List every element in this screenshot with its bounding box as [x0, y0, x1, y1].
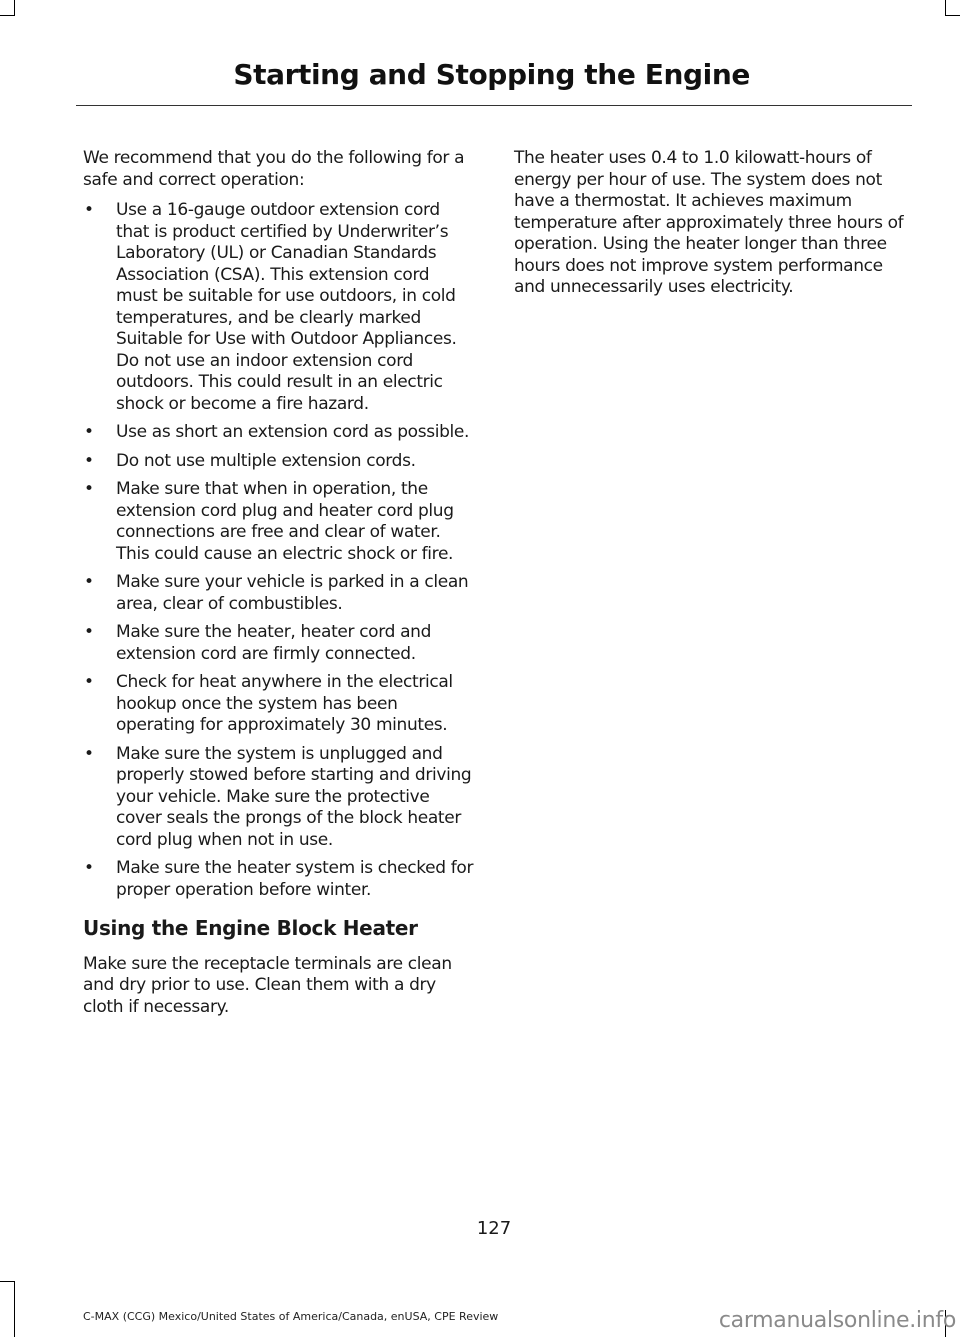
- bullet-icon: •: [84, 858, 94, 878]
- list-item-text: Make sure the heater system is checked for proper operation before winter.: [116, 858, 474, 900]
- section-paragraph: Make sure the receptacle terminals are clean and dry prior to use. Clean them with a dry cloth if necessary.: [83, 953, 452, 1017]
- crop-mark-top-left-vertical: [14, 0, 15, 16]
- crop-mark-bottom-left-vertical: [14, 1281, 15, 1337]
- page-title: Starting and Stopping the Engine: [233, 58, 750, 91]
- crop-mark-top-left-horizontal: [0, 15, 15, 16]
- crop-mark-top-right-horizontal: [945, 15, 960, 16]
- list-item-text: Check for heat anywhere in the electrical hookup once the system has been operating for approximately 30 minutes.: [116, 672, 453, 735]
- watermark: carmanualsonline.info: [718, 1308, 956, 1333]
- bullet-icon: •: [84, 743, 94, 764]
- list-item: [83, 744, 475, 852]
- list-item: [83, 200, 475, 415]
- list-item-text: Use a 16-gauge outdoor extension cord that is product certified by Underwriter’s Laboratory (UL) or Canadian Standards Association (CSA). This extension cord must be suitable for use outdoors, in cold temperatures, and be clearly marked Suitable for Use with Outdoor Appliances. Do not use an indoor extension cord outdoors. This could result in an electric shock or become a fire hazard.: [116, 200, 457, 414]
- list-item: [83, 451, 475, 473]
- bullet-icon: •: [84, 422, 94, 442]
- intro-paragraph: We recommend that you do the following for a safe and correct operation:: [83, 148, 465, 190]
- section-heading: Using the Engine Block Heater: [83, 916, 418, 940]
- list-item: [83, 672, 475, 737]
- heater-energy-paragraph: The heater uses 0.4 to 1.0 kilowatt-hours of energy per hour of use. The system does not have a thermostat. It achieves maximum temperature after approximately three hours of operation. Using the heater longer than three hours does not improve system performance and unnecessarily uses electricity.: [514, 148, 904, 297]
- bullet-icon: •: [84, 479, 94, 499]
- list-item-text: Make sure the system is unplugged and properly stowed before starting and driving your vehicle. Make sure the protective cover seals the prongs of the block heater cord plug when not in use.: [116, 743, 472, 850]
- crop-mark-bottom-left-horizontal: [0, 1281, 15, 1282]
- bullet-icon: •: [84, 572, 94, 592]
- right-column: [514, 148, 909, 308]
- list-item: [83, 572, 475, 615]
- list-item: [83, 622, 475, 665]
- list-item-text: Make sure that when in operation, the extension cord plug and heater cord plug connections are free and clear of water. This could cause an electric shock or fire.: [116, 479, 454, 564]
- list-item: [83, 858, 475, 901]
- bullet-icon: •: [84, 622, 94, 642]
- safety-bullet-list: [83, 200, 475, 901]
- list-item: [83, 479, 475, 565]
- footer-text: C-MAX (CCG) Mexico/United States of America/Canada, enUSA, CPE Review: [83, 1310, 499, 1323]
- list-item-text: Use as short an extension cord as possible.: [116, 422, 470, 442]
- page-number: 127: [476, 1218, 512, 1239]
- list-item-text: Make sure the heater, heater cord and extension cord are firmly connected.: [116, 622, 432, 664]
- crop-mark-top-right-vertical: [945, 0, 946, 16]
- list-item-text: Make sure your vehicle is parked in a clean area, clear of combustibles.: [116, 572, 469, 614]
- list-item: [83, 422, 475, 444]
- bullet-icon: •: [84, 450, 94, 471]
- bullet-icon: •: [84, 672, 94, 692]
- bullet-icon: •: [84, 200, 94, 220]
- list-item-text: Do not use multiple extension cords.: [116, 450, 416, 471]
- left-column: [83, 148, 475, 1027]
- header-divider: [76, 105, 912, 106]
